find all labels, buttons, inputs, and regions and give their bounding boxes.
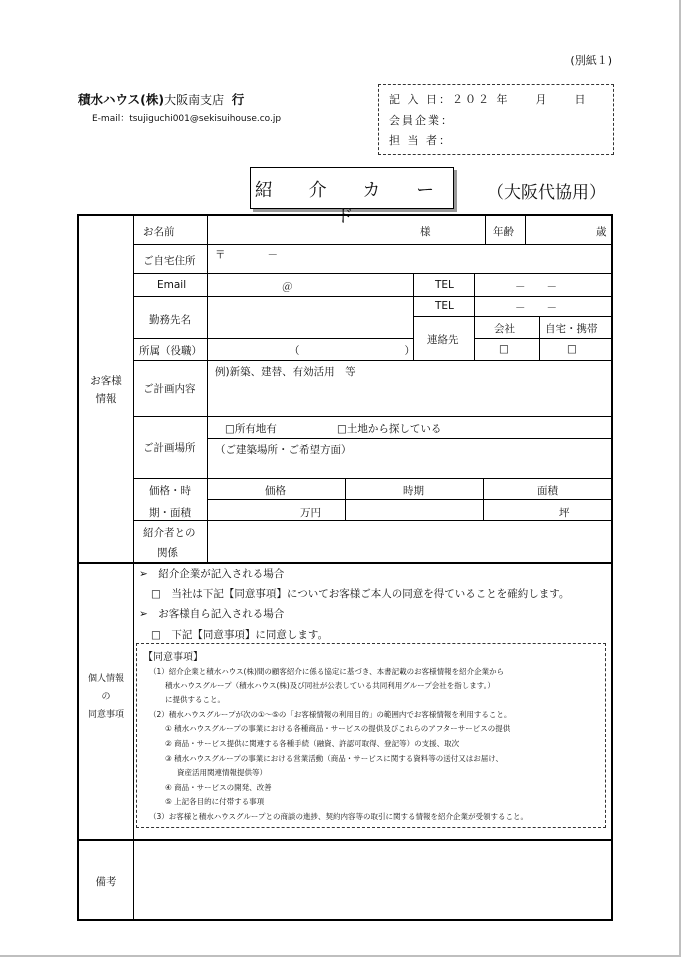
page-title: 紹 介 カ ー ド <box>254 180 450 227</box>
divider <box>133 216 134 919</box>
divider <box>133 478 611 479</box>
consent-line: ③ 積水ハウスグループの事業における営業活動（商品・サービスに関する資料等の送付又はお届け、 <box>165 754 503 763</box>
divider <box>207 216 208 562</box>
tel-field[interactable]: － － <box>515 281 557 293</box>
divider <box>207 438 611 439</box>
recipient-company <box>78 90 244 108</box>
divider <box>133 360 611 361</box>
contact-label: 連絡先 <box>427 334 459 346</box>
recipient-to: 行 <box>231 92 245 107</box>
entry-info-box <box>378 84 614 155</box>
divider <box>474 273 475 360</box>
entry-date[interactable]: 記 入 日：２０２ 年 月 日 <box>389 93 588 106</box>
work-tel-field[interactable]: － － <box>515 302 557 314</box>
divider <box>474 338 611 339</box>
address-label: ご自宅住所 <box>143 255 196 267</box>
land-owned-checkbox[interactable]: □所有地有 <box>225 423 277 435</box>
postal-code-field[interactable]: 〒 － <box>215 249 278 261</box>
contact-mobile-checkbox[interactable]: □ <box>567 343 577 355</box>
workplace-label: 勤務先名 <box>149 314 191 326</box>
divider <box>539 316 540 360</box>
consent-heading: 【同意事項】 <box>143 652 203 663</box>
consent-line: ⑤ 上記各目的に付帯する事項 <box>165 797 265 806</box>
divider <box>207 499 611 500</box>
email-label: Email <box>157 279 187 291</box>
consent-line: （2）積水ハウスグループが次の①～⑤の「お客様情報の利用目的」の範囲内でお客様情報を利用すること。 <box>149 710 512 719</box>
consent-line: （1）紹介企業と積水ハウス(株)間の顧客紹介に係る協定に基づき、本書記載のお客様情報を紹介企業から <box>149 667 505 676</box>
divider <box>133 273 611 274</box>
plan-example: 例)新築、建替、有効活用 等 <box>215 366 356 378</box>
contact-company-checkbox[interactable]: □ <box>499 343 509 355</box>
tel-label: TEL <box>435 279 454 291</box>
price-unit: 万円 <box>300 507 321 519</box>
price-column: 価格 <box>265 485 286 497</box>
area-column: 面積 <box>537 485 558 497</box>
company-branch: 大阪南支店 <box>164 93 225 107</box>
age-label: 年齢 <box>493 226 514 238</box>
remarks-label: 備考 <box>95 876 117 888</box>
consent-line: 積水ハウスグループ（積水ハウス(株)及び同社が公表している共同利用グループ会社を指します。） <box>165 681 495 690</box>
person-in-charge[interactable]: 担 当 者： <box>389 134 452 147</box>
referrer-label-2: 関係 <box>157 547 178 559</box>
referrer-label-1: 紹介者との <box>143 527 196 539</box>
recipient-email: E-mail：tsujiguchi001@sekisuihouse.co.jp <box>92 114 282 124</box>
land-search-checkbox[interactable]: □土地から探している <box>337 423 442 435</box>
price-label-1: 価格・時 <box>149 485 191 497</box>
divider <box>485 216 486 244</box>
section-privacy-consent: 個人情報 の 同意事項 <box>87 674 124 720</box>
title-box <box>250 167 454 227</box>
company-name: 積水ハウス(株) <box>78 92 165 107</box>
attachment-label: (別紙１) <box>570 54 612 67</box>
consent-line: ① 積水ハウスグループの事業における各種商品・サービスの提供及びこれらのアフターサービスの提供 <box>165 724 511 733</box>
period-column: 時期 <box>403 485 424 497</box>
consent-line: 資産活用関連情報提供等） <box>177 768 267 777</box>
divider <box>133 244 611 245</box>
consent-line: ④ 商品・サービスの開発、改善 <box>165 783 272 792</box>
section-divider <box>79 839 611 841</box>
price-label-2: 期・面積 <box>149 507 191 519</box>
dept-label: 所属（役職） <box>139 345 202 357</box>
place-note: （ご建築場所・ご希望方面） <box>215 444 352 456</box>
consent-line: に提供すること。 <box>165 695 225 704</box>
divider <box>483 478 484 520</box>
place-label: ご計画場所 <box>143 442 196 454</box>
contact-company-label: 会社 <box>494 323 515 335</box>
option-customer-checkbox[interactable]: □ 下記【同意事項】に同意します。 <box>151 629 329 641</box>
area-unit: 坪 <box>559 507 570 519</box>
divider <box>133 338 413 339</box>
contact-mobile-label: 自宅・携帯 <box>545 323 598 335</box>
divider <box>133 296 611 297</box>
consent-line: （3）お客様と積水ハウスグループとの商談の進捗、契約内容等の取引に関する情報を紹介企業が受領すること。 <box>149 812 528 821</box>
work-tel-label: TEL <box>435 300 454 312</box>
divider <box>525 216 526 244</box>
name-suffix: 様 <box>420 226 431 238</box>
divider <box>133 416 611 417</box>
email-field[interactable]: ＠ <box>282 281 293 293</box>
section-divider <box>79 562 611 564</box>
section-customer-info: お客様 情報 <box>90 375 122 405</box>
divider <box>133 520 611 521</box>
page-subtitle: （大阪代協用） <box>487 183 606 203</box>
consent-box <box>136 643 606 828</box>
consent-line: ② 商品・サービス提供に関連する各種手続（融資、許認可取得、登記等）の支援、取次 <box>165 739 460 748</box>
divider <box>413 316 611 317</box>
divider <box>345 478 346 520</box>
option-customer-title: ➢ お客様自ら記入される場合 <box>139 608 285 620</box>
age-suffix: 歳 <box>596 226 607 238</box>
option-company-title: ➢ 紹介企業が記入される場合 <box>139 568 285 580</box>
name-label: お名前 <box>143 226 175 238</box>
member-company[interactable]: 会員企業： <box>389 114 454 127</box>
option-company-checkbox[interactable]: □ 当社は下記【同意事項】についてお客様ご本人の同意を得ていることを確約します。 <box>151 588 570 600</box>
dept-field[interactable]: （ ） <box>289 345 415 357</box>
plan-label: ご計画内容 <box>143 383 196 395</box>
